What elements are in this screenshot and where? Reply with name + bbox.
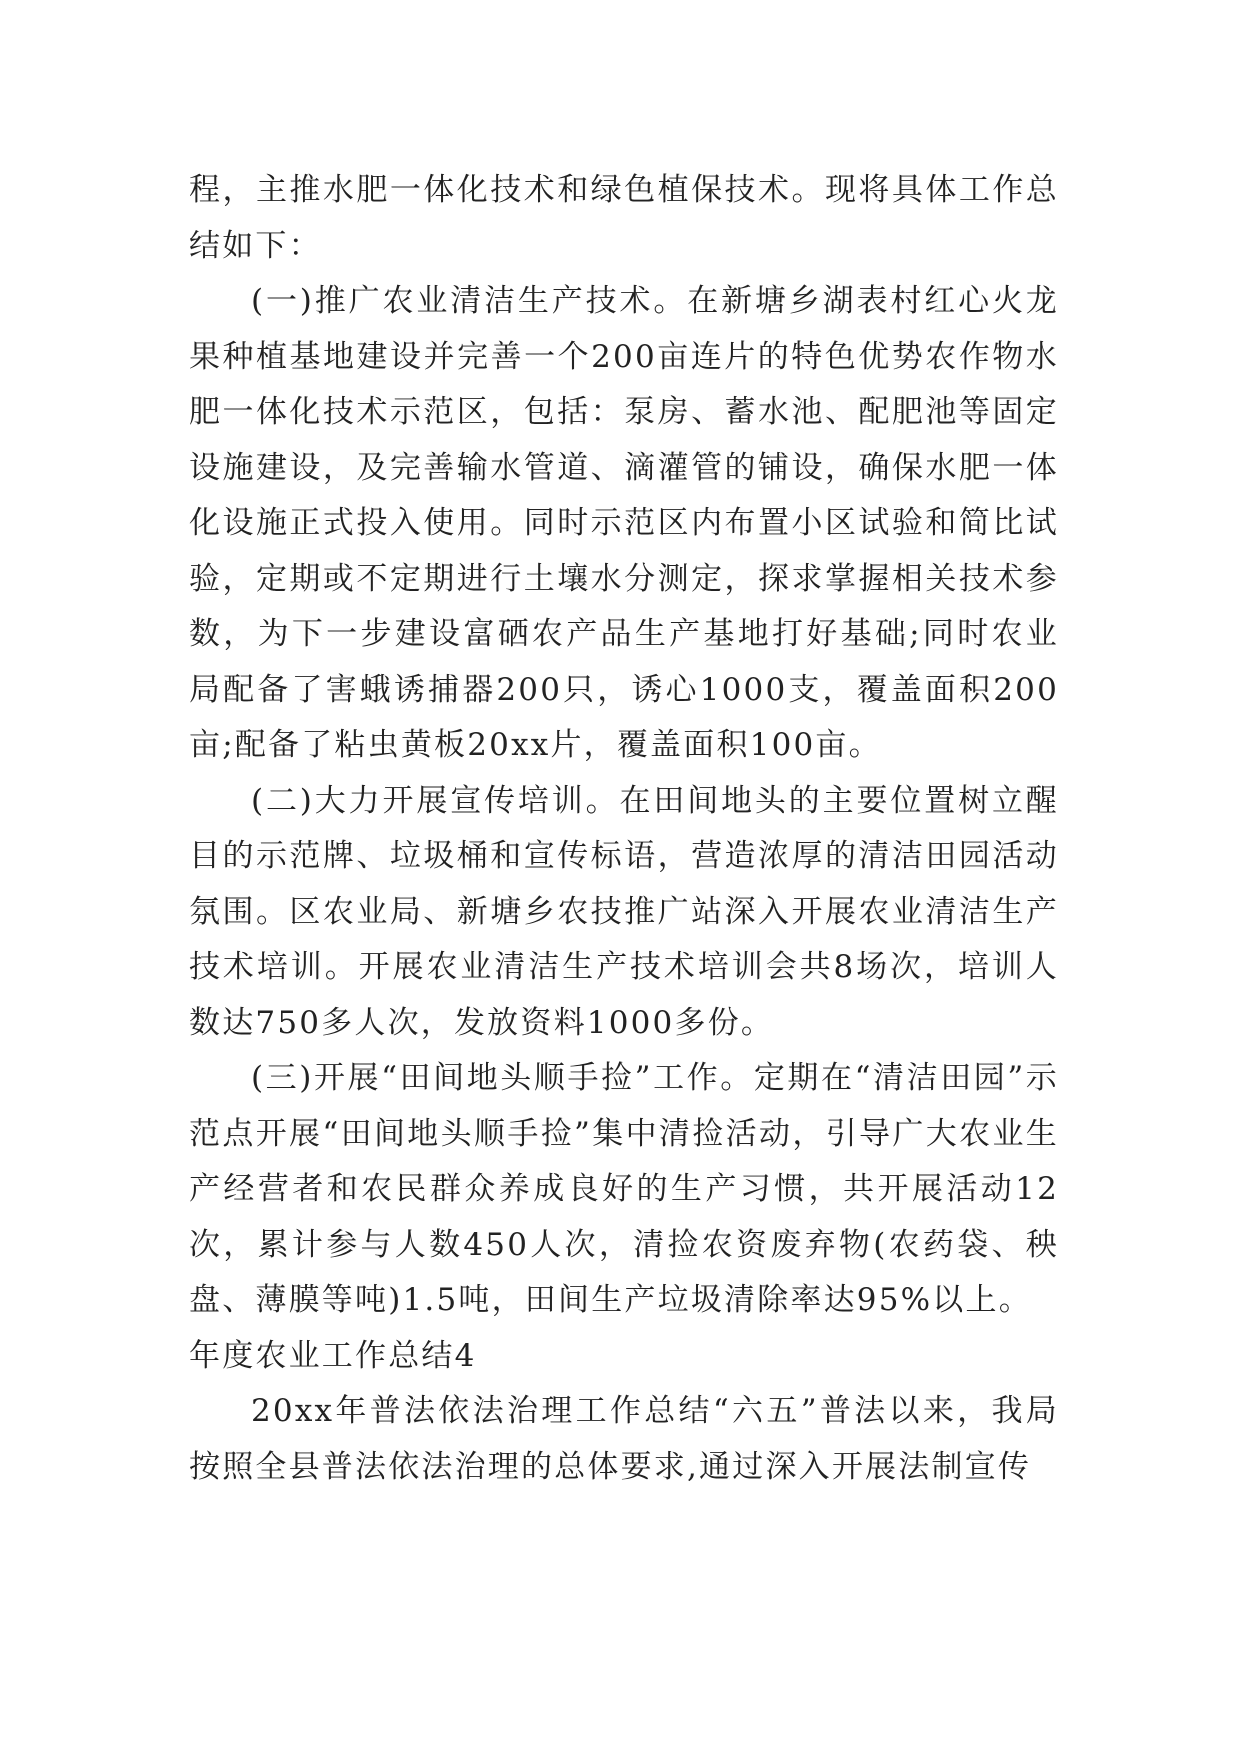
paragraph-section-1: (一)推广农业清洁生产技术。在新塘乡湖表村红心火龙果种植基地建设并完善一个200亩连片的特色优势农作物水肥一体化技术示范区，包括：泵房、蓄水池、配肥池等固定设施建设，及完善输水管道、滴灌管的铺设，确保水肥一体化设施正式投入使用。同时示范区内布置小区试验和简比试验，定期或不定期进行土壤水分测定，探求掌握相关技术参数，为下一步建设富硒农产品生产基地打好基础;同时农业局配备了害蛾诱捕器200只，诱心1000支，覆盖面积200亩;配备了粘虫黄板20xx片，覆盖面积100亩。 <box>189 283 1059 763</box>
paragraph-section-2: (二)大力开展宣传培训。在田间地头的主要位置树立醒目的示范牌、垃圾桶和宣传标语，营造浓厚的清洁田园活动氛围。区农业局、新塘乡农技推广站深入开展农业清洁生产技术培训。开展农业清洁生产技术培训会共8场次，培训人数达750多人次，发放资料1000多份。 <box>189 782 1059 1041</box>
paragraph-closing: 20xx年普法依法治理工作总结“六五”普法以来，我局按照全县普法依法治理的总体要求,通过深入开展法制宣传 <box>189 1393 1059 1485</box>
section-title: 年度农业工作总结4 <box>189 1337 477 1374</box>
paragraph-intro: 程，主推水肥一体化技术和绿色植保技术。现将具体工作总结如下： <box>189 172 1059 264</box>
paragraph-section-3: (三)开展“田间地头顺手捡”工作。定期在“清洁田园”示范点开展“田间地头顺手捡”集中清捡活动，引导广大农业生产经营者和农民群众养成良好的生产习惯，共开展活动12次，累计参与人数450人次，清捡农资废弃物(农药袋、秧盘、薄膜等吨)1.5吨，田间生产垃圾清除率达95%以上。 <box>189 1060 1059 1318</box>
document-body <box>189 163 1059 1495</box>
